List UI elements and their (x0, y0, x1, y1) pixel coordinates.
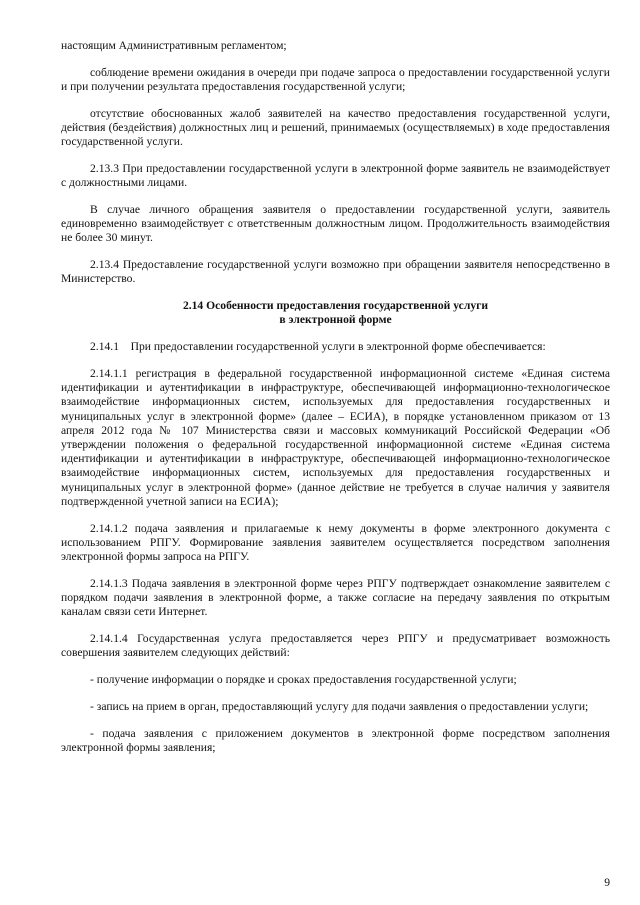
paragraph: 2.14.1.3 Подача заявления в электронной форме через РПГУ подтверждает ознакомление заявителем с порядком подачи заявления в электронной форме, а также согласие на передачу заявления по открытым каналам связи сети Интернет. (61, 576, 610, 619)
list-item: - подача заявления с приложением документов в электронной форме посредством заполнения электронной формы заявления; (61, 726, 610, 754)
page-content (61, 39, 610, 768)
paragraph: 2.14.1 При предоставлении государственной услуги в электронной форме обеспечивается: (90, 340, 546, 354)
paragraph: 2.14.1.4 Государственная услуга предоставляется через РПГУ и предусматривает возможность совершения заявителем следующих действий: (61, 632, 610, 660)
page-number: 9 (604, 876, 610, 889)
paragraph: 2.14.1.1 регистрация в федеральной государственной информационной системе «Единая система идентификации и аутентификации в инфраструктуре, обеспечивающей информационно-технологическое взаимодействие информационных систем, используемых для предоставления государственных и муниципальных услуг в электронной форме» (далее – ЕСИА), в порядке установленном приказом от 13 апреля 2012 года № 107 Министерства связи и массовых коммуникаций Российской Федерации «Об утверждении положения о федеральной государственной информационной системе «Единая система идентификации и аутентификации в инфраструктуре, обеспечивающей информационно-технологическое взаимодействие информационных систем, используемых для предоставления государственных и муниципальных услуг в электронной форме» (данное действие не требуется в случае наличия у заявителя подтвержденной учетной записи на ЕСИА); (61, 367, 610, 508)
paragraph: 2.13.3 При предоставлении государственной услуги в электронной форме заявитель не взаимодействует с должностными лицами. (61, 162, 610, 190)
list-item: - получение информации о порядке и сроках предоставления государственной услуги; (90, 673, 517, 687)
paragraph: соблюдение времени ожидания в очереди при подаче запроса о предоставлении государственной услуги и при получении результата предоставления государственной услуги; (61, 65, 610, 93)
section-heading-line: в электронной форме (279, 313, 392, 327)
paragraph: 2.13.4 Предоставление государственной услуги возможно при обращении заявителя непосредственно в Министерство. (61, 258, 610, 286)
paragraph: отсутствие обоснованных жалоб заявителей на качество предоставления государственной услуги, действия (бездействия) должностных лиц и решений, принимаемых (осуществляемых) в ходе предоставления государственной услуги. (61, 106, 610, 149)
list-item: - запись на прием в орган, предоставляющий услугу для подачи заявления о предоставлении услуги; (90, 699, 589, 713)
section-heading (61, 299, 610, 327)
paragraph: настоящим Административным регламентом; (61, 39, 287, 52)
paragraph: 2.14.1.2 подача заявления и прилагаемые к нему документы в форме электронного документа с использованием РПГУ. Формирование заявления заявителем осуществляется посредством заполнения электронной формы запроса на РПГУ. (61, 521, 610, 564)
paragraph: В случае личного обращения заявителя о предоставлении государственной услуги, заявитель единовременно взаимодействует с ответственным должностным лицом. Продолжительность взаимодействия не более 30 минут. (61, 203, 610, 245)
section-heading-line: 2.14 Особенности предоставления государственной услуги (182, 299, 489, 313)
